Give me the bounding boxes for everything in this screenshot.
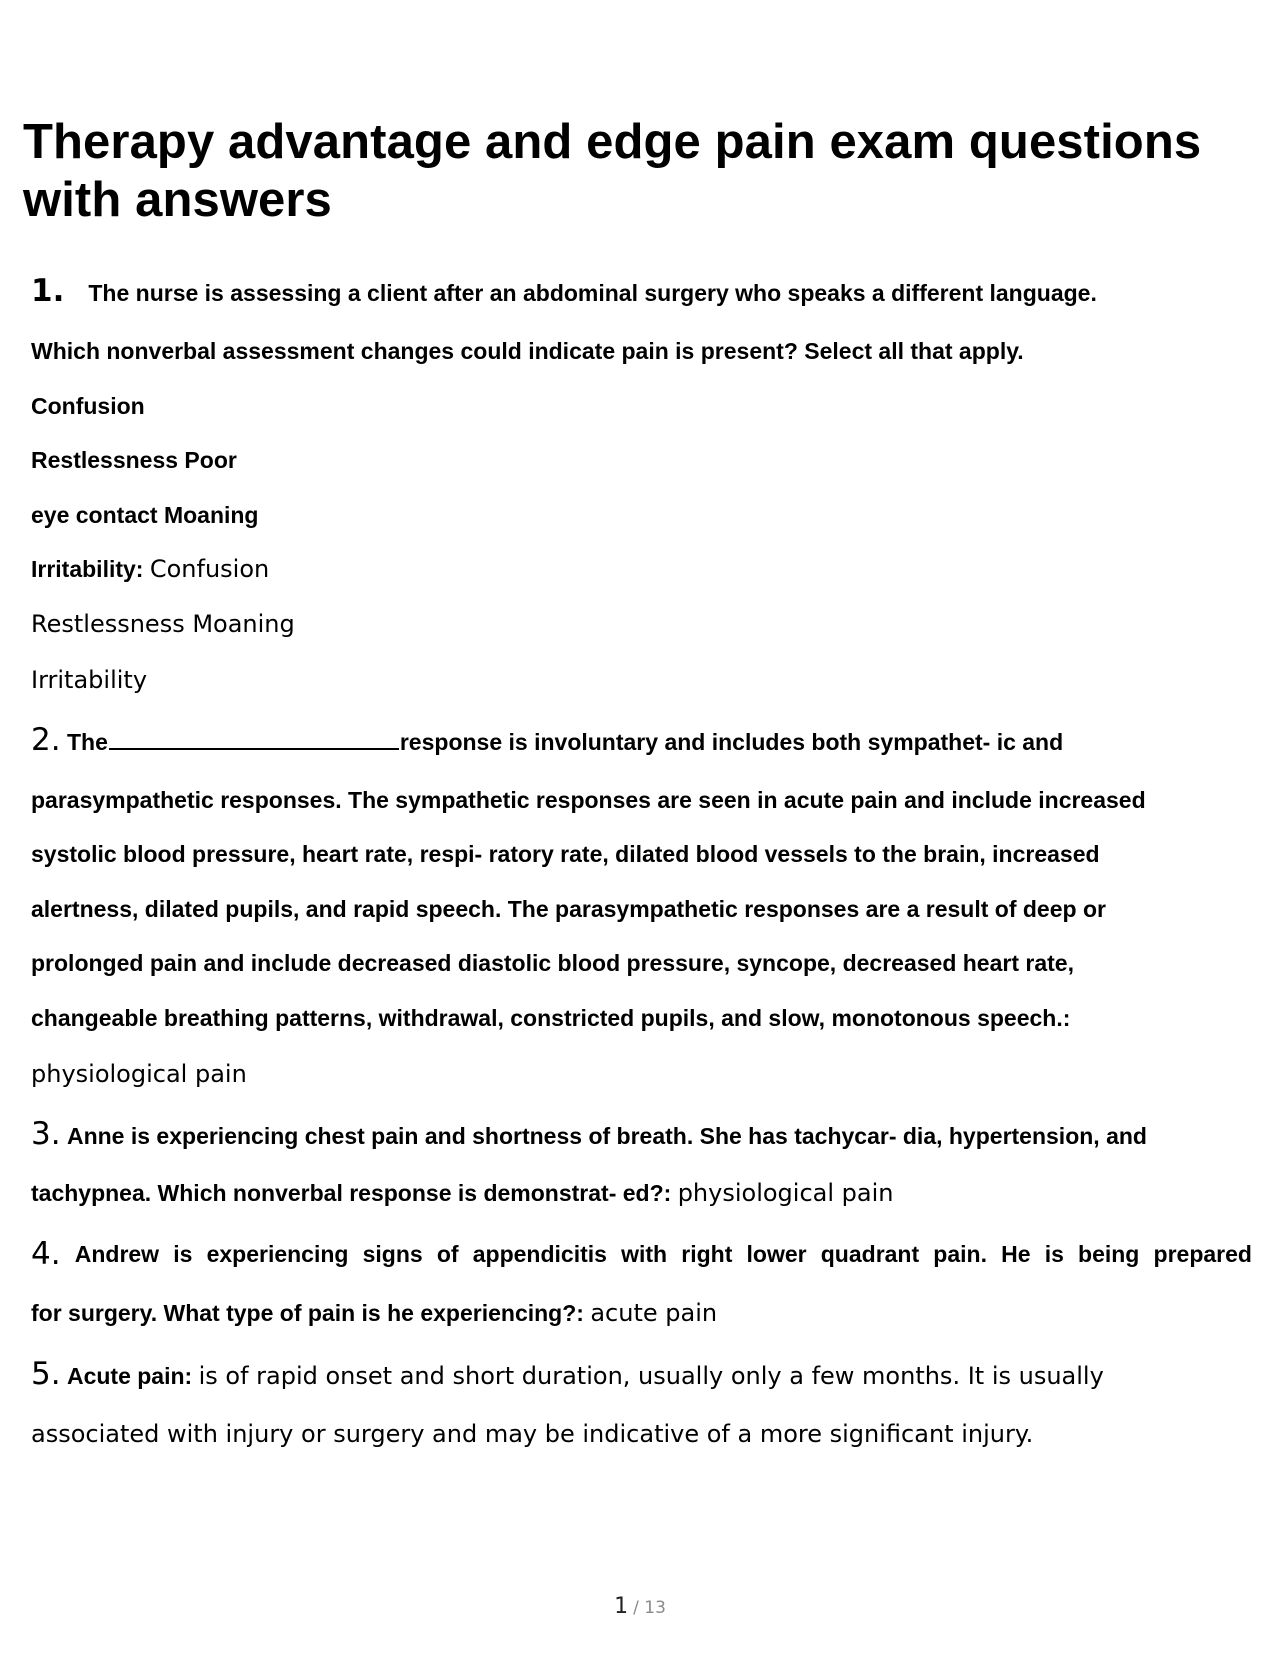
question-1-answer-line bbox=[31, 554, 269, 584]
definition-text: is of rapid onset and short duration, usually only a few months. It is usually bbox=[198, 1362, 1104, 1390]
question-word: of bbox=[436, 1241, 459, 1267]
question-3-line-1 bbox=[31, 1116, 1147, 1152]
question-1-line-2: Which nonverbal assessment changes could indicate pain is present? Select all that apply. bbox=[31, 338, 1024, 364]
question-term: Irritability: bbox=[31, 556, 144, 582]
question-text: response is involuntary and includes both sympathet- ic and bbox=[399, 729, 1064, 755]
definition-text: associated with injury or surgery and may be indicative of a more significant injury. bbox=[31, 1420, 1034, 1448]
page-indicator bbox=[0, 1594, 1280, 1619]
question-number: 4. bbox=[31, 1236, 61, 1272]
answer-text: Restlessness Moaning bbox=[31, 610, 295, 638]
question-word: is bbox=[173, 1241, 193, 1267]
question-number: 5. bbox=[31, 1356, 61, 1392]
question-word: experiencing bbox=[206, 1241, 349, 1267]
question-1-option: Restlessness Poor bbox=[31, 447, 237, 473]
question-4-line-1 bbox=[31, 1236, 1252, 1272]
answer-text: acute pain bbox=[590, 1299, 718, 1327]
question-word: is bbox=[1044, 1241, 1064, 1267]
question-text: for surgery. What type of pain is he experiencing?: bbox=[31, 1300, 584, 1326]
question-text: Anne is experiencing chest pain and shortness of breath. She has tachycar- dia, hypertension, and bbox=[66, 1123, 1147, 1149]
question-text: The nurse is assessing a client after an abdominal surgery who speaks a different language. bbox=[88, 280, 1097, 306]
question-1-line-1 bbox=[31, 273, 1097, 309]
question-word: lower bbox=[746, 1241, 807, 1267]
question-text: changeable breathing patterns, withdrawal, constricted pupils, and slow, monotonous speech.: bbox=[31, 1005, 1071, 1031]
answer-text: Irritability bbox=[31, 666, 148, 694]
question-text bbox=[31, 1236, 1252, 1272]
question-prefix: The bbox=[66, 729, 108, 755]
question-4-line-2 bbox=[31, 1298, 717, 1328]
question-text: tachypnea. Which nonverbal response is demonstrat- ed?: bbox=[31, 1180, 672, 1206]
question-word: appendicitis bbox=[472, 1241, 607, 1267]
question-2-line-1 bbox=[31, 722, 1064, 758]
question-word: signs bbox=[362, 1241, 423, 1267]
question-3-line-2 bbox=[31, 1178, 893, 1208]
question-number: 2. bbox=[31, 722, 61, 758]
total-pages: / 13 bbox=[633, 1598, 666, 1618]
answer-text: physiological pain bbox=[677, 1179, 894, 1207]
question-text: systolic blood pressure, heart rate, respi- ratory rate, dilated blood vessels to the brain, increased bbox=[31, 841, 1100, 867]
fill-in-blank bbox=[109, 747, 399, 750]
question-5-line-1 bbox=[31, 1356, 1104, 1392]
question-1-option: eye contact Moaning bbox=[31, 502, 259, 528]
question-word: pain. bbox=[933, 1241, 987, 1267]
question-word: with bbox=[621, 1241, 668, 1267]
document-title: Therapy advantage and edge pain exam questions with answers bbox=[23, 115, 1202, 227]
question-number: 3. bbox=[31, 1116, 61, 1152]
question-term: Acute pain: bbox=[66, 1363, 193, 1389]
question-word: quadrant bbox=[820, 1241, 920, 1267]
answer-text: physiological pain bbox=[31, 1060, 247, 1088]
question-word: prepared bbox=[1153, 1241, 1252, 1267]
question-text: parasympathetic responses. The sympathetic responses are seen in acute pain and include increased bbox=[31, 787, 1146, 813]
question-1-option: Confusion bbox=[31, 393, 145, 419]
question-word: He bbox=[1001, 1241, 1031, 1267]
answer-text: Confusion bbox=[149, 555, 270, 583]
question-word: being bbox=[1078, 1241, 1140, 1267]
question-text: alertness, dilated pupils, and rapid speech. The parasympathetic responses are a result of deep or bbox=[31, 896, 1106, 922]
question-text: prolonged pain and include decreased diastolic blood pressure, syncope, decreased heart rate, bbox=[31, 950, 1074, 976]
question-number: 1. bbox=[31, 273, 65, 309]
question-word: right bbox=[681, 1241, 733, 1267]
current-page-number: 1 bbox=[614, 1594, 629, 1619]
question-word: Andrew bbox=[74, 1241, 160, 1267]
